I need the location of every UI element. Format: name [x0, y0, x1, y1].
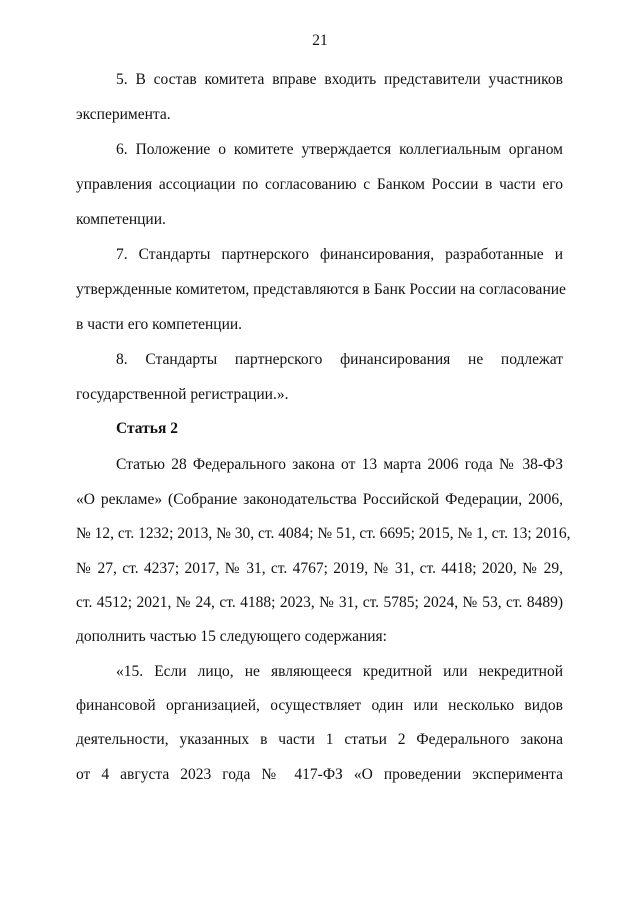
text-line: от 4 августа 2023 года № 417-ФЗ «О проведении эксперимента: [76, 766, 563, 783]
text-line: государственной регистрации.».: [76, 386, 289, 403]
text-line: № 27, ст. 4237; 2017, № 31, ст. 4767; 2019, № 31, ст. 4418; 2020, № 29,: [76, 560, 563, 577]
text-line: деятельности, указанных в части 1 статьи 2 Федерального закона: [76, 731, 563, 748]
text-line: «15. Если лицо, не являющееся кредитной или некредитной: [116, 663, 563, 680]
text-line: 7. Стандарты партнерского финансирования, разработанные и: [116, 246, 563, 263]
text-line: финансовой организацией, осуществляет один или несколько видов: [76, 697, 563, 714]
text-line: 5. В состав комитета вправе входить представители участников: [116, 71, 563, 88]
text-line: Статью 28 Федерального закона от 13 марта 2006 года № 38-ФЗ: [116, 456, 563, 473]
text-line: 8. Стандарты партнерского финансирования не подлежат: [116, 351, 563, 368]
text-line: № 12, ст. 1232; 2013, № 30, ст. 4084; № 51, ст. 6695; 2015, № 1, ст. 13; 2016,: [76, 525, 571, 542]
text-line: в части его компетенции.: [76, 316, 243, 333]
page-number: 21: [312, 32, 328, 49]
text-line: утвержденные комитетом, представляются в Банк России на согласование: [76, 281, 566, 298]
article-heading: Статья 2: [116, 420, 178, 437]
text-line: эксперимента.: [76, 106, 171, 123]
text-line: «О рекламе» (Собрание законодательства Российской Федерации, 2006,: [76, 491, 563, 508]
text-line: ст. 4512; 2021, № 24, ст. 4188; 2023, № 31, ст. 5785; 2024, № 53, ст. 8489): [76, 594, 563, 611]
text-line: 6. Положение о комитете утверждается коллегиальным органом: [116, 141, 563, 158]
text-line: управления ассоциации по согласованию с Банком России в части его: [76, 176, 563, 193]
text-line: компетенции.: [76, 211, 166, 228]
text-line: дополнить частью 15 следующего содержания:: [76, 628, 387, 645]
